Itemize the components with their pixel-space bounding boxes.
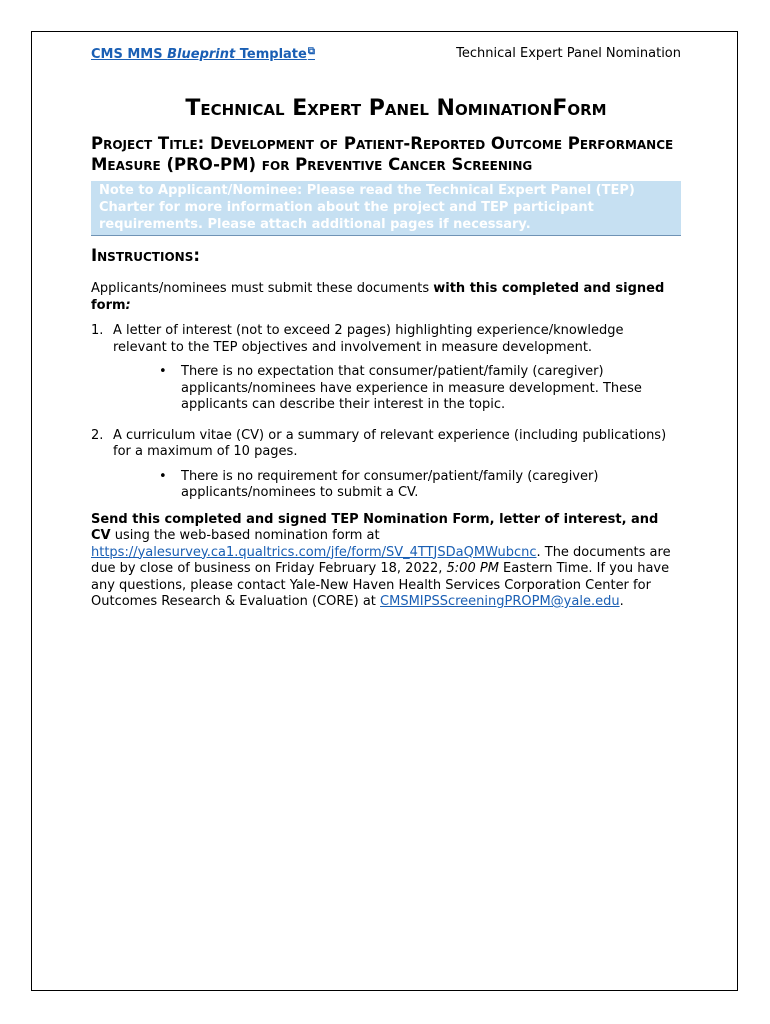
external-link-icon: ⧉ bbox=[307, 46, 315, 57]
send-text-3: Eastern Time. If you have any questions, please contact Yale-New Haven Health Services Corporation Center for Outcomes Research & Evaluation (CORE) at bbox=[91, 561, 670, 609]
nomination-form-link[interactable]: https://yalesurvey.ca1.qualtrics.com/jfe/form/SV_4TTJSDaQMWubcnc bbox=[91, 544, 537, 560]
bullet-icon: • bbox=[159, 364, 167, 379]
bullet-item-1 bbox=[91, 364, 681, 414]
send-text-4: . bbox=[619, 594, 624, 609]
list-item-text: A curriculum vitae (CV) or a summary of relevant experience (including publications) for a maximum of 10 pages. bbox=[113, 427, 667, 459]
page-header bbox=[91, 46, 681, 68]
due-time: 5:00 PM bbox=[446, 561, 499, 576]
submission-paragraph bbox=[91, 512, 681, 611]
note-to-applicant: Note to Applicant/Nominee: Please read the Technical Expert Panel (TEP) Charter for more information about the project and TEP participant requirements. Please attach additional pages if necessary. bbox=[91, 181, 681, 236]
document-page bbox=[31, 31, 738, 991]
list-number: 2. bbox=[91, 427, 104, 443]
page-content bbox=[91, 46, 681, 611]
bullet-text: There is no expectation that consumer/patient/family (caregiver) applicants/nominees have experience in measure development. These applicants can describe their interest in the topic. bbox=[181, 364, 642, 412]
list-item-text: A letter of interest (not to exceed 2 pages) highlighting experience/knowledge relevant to the TEP objectives and involvement in measure development. bbox=[113, 323, 624, 355]
send-text-2: . The documents are due by close of business on Friday February 18, 2022, bbox=[91, 544, 671, 576]
send-bold: Send this completed and signed TEP Nomination Form, letter of interest, and CV bbox=[91, 511, 659, 543]
list-number: 1. bbox=[91, 323, 104, 338]
template-link-prefix: CMS MMS bbox=[91, 47, 168, 62]
intro-colon: : bbox=[125, 297, 131, 313]
bullet-icon: • bbox=[159, 468, 167, 484]
list-item-1 bbox=[91, 323, 681, 356]
header-doc-title: Technical Expert Panel Nomination bbox=[456, 46, 681, 61]
send-text-1: using the web-based nomination form at bbox=[110, 528, 380, 543]
intro-bold: with this completed and signed form bbox=[91, 281, 665, 313]
instructions-heading: Instructions: bbox=[91, 246, 200, 265]
list-item-2 bbox=[91, 428, 681, 461]
form-title: Technical Expert Panel NominationForm bbox=[185, 96, 607, 121]
template-link-italic: Blueprint bbox=[167, 47, 236, 62]
contact-email-link[interactable]: CMSMIPSScreeningPROPM@yale.edu bbox=[380, 594, 620, 609]
template-link-suffix: Template bbox=[235, 47, 307, 62]
project-title: Project Title: Development of Patient-Reported Outcome Performance Measure (PRO-PM) for Preventive Cancer Screening bbox=[91, 134, 674, 174]
bullet-item-2 bbox=[91, 469, 681, 502]
intro-text: Applicants/nominees must submit these documents bbox=[91, 281, 434, 296]
instructions-intro bbox=[91, 281, 681, 314]
template-link[interactable] bbox=[91, 46, 315, 62]
bullet-text: There is no requirement for consumer/patient/family (caregiver) applicants/nominees to submit a CV. bbox=[181, 468, 599, 500]
